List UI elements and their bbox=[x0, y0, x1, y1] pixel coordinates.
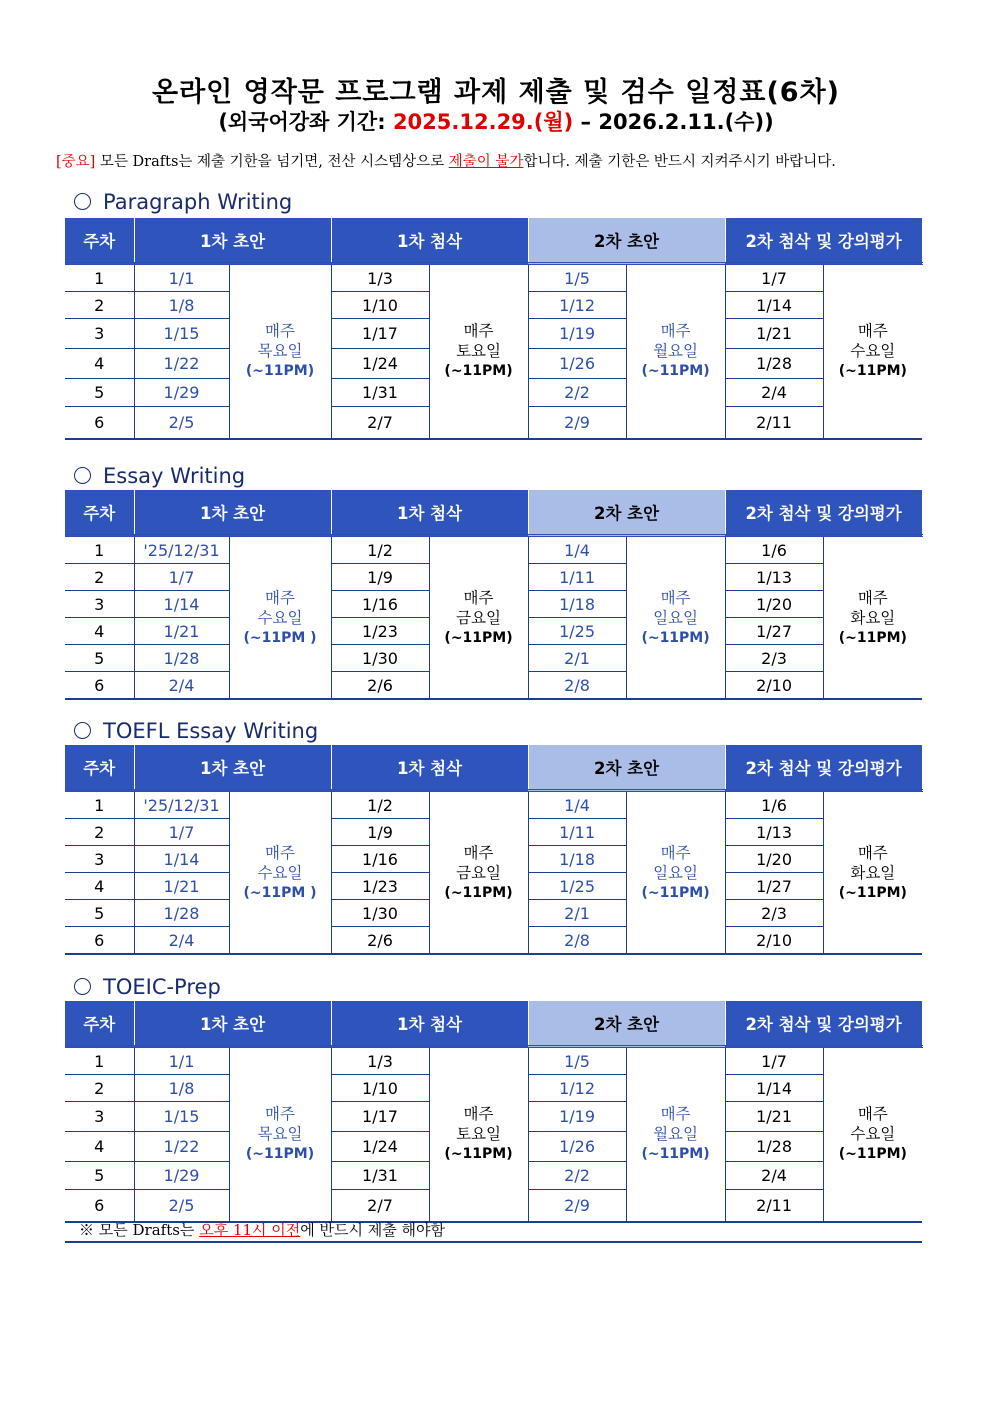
date-cell: 2/3 bbox=[725, 900, 823, 927]
week-cell: 2 bbox=[65, 1075, 134, 1102]
column-header: 1차 초안 bbox=[134, 745, 331, 791]
date-cell: 1/7 bbox=[134, 819, 229, 846]
deadline-text: 매주 bbox=[660, 588, 691, 607]
deadline-text: 매주 bbox=[265, 588, 295, 607]
column-header: 1차 첨삭 bbox=[331, 218, 528, 264]
date-cell: 1/27 bbox=[725, 618, 823, 645]
schedule-table bbox=[65, 218, 923, 440]
table-header-row bbox=[65, 218, 922, 264]
date-cell: 2/7 bbox=[331, 407, 429, 439]
date-cell: 1/28 bbox=[134, 900, 229, 927]
date-cell: 2/4 bbox=[725, 1162, 823, 1190]
week-cell: 3 bbox=[65, 1102, 134, 1132]
deadline-text: 일요일 bbox=[653, 608, 698, 627]
section-title-text: TOEIC-Prep bbox=[103, 975, 221, 999]
date-cell: 2/6 bbox=[331, 672, 429, 700]
date-cell: 1/16 bbox=[331, 846, 429, 873]
column-header: 1차 초안 bbox=[134, 1001, 331, 1047]
date-cell: 1/16 bbox=[331, 591, 429, 618]
date-cell: 1/18 bbox=[528, 591, 626, 618]
weekly-deadline-cell bbox=[823, 536, 922, 700]
date-cell: 2/1 bbox=[528, 900, 626, 927]
week-cell: 3 bbox=[65, 846, 134, 873]
footnote-prefix: ※ 모든 Drafts는 bbox=[79, 1221, 200, 1239]
date-cell: 1/2 bbox=[331, 536, 429, 564]
deadline-text: (~11PM) bbox=[444, 884, 513, 901]
notice-tag: [중요] bbox=[56, 154, 96, 170]
date-cell: 1/11 bbox=[528, 819, 626, 846]
deadline-text: (~11PM) bbox=[641, 884, 710, 901]
deadline-text: 목요일 bbox=[257, 1125, 303, 1144]
date-cell: 2/11 bbox=[725, 407, 823, 439]
date-cell: 1/24 bbox=[331, 349, 429, 379]
deadline-text: 토요일 bbox=[456, 1125, 501, 1144]
section-title bbox=[74, 190, 292, 214]
section-title bbox=[74, 975, 221, 999]
date-cell: 1/23 bbox=[331, 618, 429, 645]
column-header: 2차 초안 bbox=[528, 1001, 725, 1047]
date-cell: 1/22 bbox=[134, 1132, 229, 1162]
date-cell: 2/3 bbox=[725, 645, 823, 672]
date-cell: 1/1 bbox=[134, 264, 229, 292]
date-cell: 1/2 bbox=[331, 791, 429, 819]
page-subtitle bbox=[0, 106, 992, 136]
week-cell: 4 bbox=[65, 873, 134, 900]
date-cell: 2/7 bbox=[331, 1190, 429, 1222]
week-cell: 5 bbox=[65, 900, 134, 927]
weekly-deadline-cell bbox=[229, 536, 331, 700]
date-cell: 1/1 bbox=[134, 1047, 229, 1075]
date-cell: 1/5 bbox=[528, 264, 626, 292]
footnote-emphasis: 오후 11시 이전 bbox=[199, 1221, 301, 1239]
deadline-text: 수요일 bbox=[257, 608, 303, 627]
weekly-deadline-cell bbox=[429, 536, 528, 700]
deadline-text: 목요일 bbox=[257, 342, 303, 361]
deadline-text: 수요일 bbox=[257, 863, 303, 882]
date-cell: 1/19 bbox=[528, 319, 626, 349]
weekly-deadline-cell bbox=[229, 791, 331, 955]
circle-bullet-icon bbox=[74, 193, 91, 210]
table-row bbox=[65, 264, 922, 292]
weekly-deadline-cell bbox=[429, 791, 528, 955]
circle-bullet-icon bbox=[74, 722, 91, 739]
deadline-text: 매주 bbox=[463, 588, 494, 607]
deadline-text: 매주 bbox=[463, 843, 494, 862]
column-header: 주차 bbox=[65, 745, 134, 791]
date-cell: 2/2 bbox=[528, 379, 626, 407]
notice-text-2: 합니다. 제출 기한은 반드시 지켜주시기 바랍니다. bbox=[523, 154, 836, 170]
week-cell: 1 bbox=[65, 264, 134, 292]
period-prefix: (외국어강좌 기간: bbox=[218, 110, 393, 134]
week-cell: 5 bbox=[65, 379, 134, 407]
column-header: 1차 초안 bbox=[134, 218, 331, 264]
deadline-text: 월요일 bbox=[653, 1125, 698, 1144]
deadline-text: (~11PM) bbox=[641, 1146, 710, 1163]
footnote-suffix: 에 반드시 제출 해야함 bbox=[300, 1221, 445, 1239]
deadline-text: 토요일 bbox=[456, 342, 501, 361]
date-cell: 1/27 bbox=[725, 873, 823, 900]
date-cell: 1/10 bbox=[331, 1075, 429, 1102]
date-cell: '25/12/31 bbox=[134, 536, 229, 564]
deadline-text: 매주 bbox=[857, 322, 888, 341]
date-cell: 1/7 bbox=[725, 264, 823, 292]
column-header: 1차 첨삭 bbox=[331, 1001, 528, 1047]
week-cell: 2 bbox=[65, 819, 134, 846]
weekly-deadline-cell bbox=[626, 536, 725, 700]
date-cell: 1/30 bbox=[331, 645, 429, 672]
date-cell: 1/14 bbox=[725, 292, 823, 319]
date-cell: 1/4 bbox=[528, 791, 626, 819]
date-cell: 1/25 bbox=[528, 873, 626, 900]
week-cell: 3 bbox=[65, 591, 134, 618]
week-cell: 6 bbox=[65, 672, 134, 700]
deadline-text: 일요일 bbox=[653, 863, 698, 882]
week-cell: 4 bbox=[65, 1132, 134, 1162]
date-cell: 1/13 bbox=[725, 564, 823, 591]
table-header-row bbox=[65, 745, 922, 791]
table-row bbox=[65, 1047, 922, 1075]
date-cell: 1/9 bbox=[331, 564, 429, 591]
schedule-table bbox=[65, 1001, 923, 1223]
section-title bbox=[74, 719, 318, 743]
notice-emphasis: 제출이 불가 bbox=[448, 154, 524, 170]
week-cell: 5 bbox=[65, 1162, 134, 1190]
column-header: 2차 초안 bbox=[528, 490, 725, 536]
deadline-text: (~11PM ) bbox=[243, 884, 317, 901]
weekly-deadline-cell bbox=[626, 1047, 725, 1222]
date-cell: 2/4 bbox=[134, 672, 229, 700]
page-title: 온라인 영작문 프로그램 과제 제출 및 검수 일정표(6차) bbox=[152, 77, 840, 108]
column-header: 1차 첨삭 bbox=[331, 745, 528, 791]
date-cell: 1/20 bbox=[725, 846, 823, 873]
date-cell: 1/29 bbox=[134, 379, 229, 407]
deadline-text: 금요일 bbox=[456, 608, 501, 627]
column-header: 2차 첨삭 및 강의평가 bbox=[725, 745, 922, 791]
deadline-text: 수요일 bbox=[850, 1125, 896, 1144]
date-cell: 2/4 bbox=[134, 927, 229, 955]
deadline-text: (~11PM) bbox=[838, 1146, 907, 1163]
weekly-deadline-cell bbox=[626, 791, 725, 955]
date-cell: 2/10 bbox=[725, 927, 823, 955]
weekly-deadline-cell bbox=[823, 1047, 922, 1222]
deadline-text: 매주 bbox=[265, 322, 295, 341]
date-cell: 2/6 bbox=[331, 927, 429, 955]
date-cell: 1/30 bbox=[331, 900, 429, 927]
deadline-text: 매주 bbox=[265, 843, 295, 862]
deadline-text: 매주 bbox=[265, 1105, 295, 1124]
date-cell: 1/31 bbox=[331, 379, 429, 407]
column-header: 2차 첨삭 및 강의평가 bbox=[725, 1001, 922, 1047]
column-header: 2차 첨삭 및 강의평가 bbox=[725, 490, 922, 536]
deadline-text: (~11PM) bbox=[641, 363, 710, 380]
circle-bullet-icon bbox=[74, 467, 91, 484]
deadline-text: 화요일 bbox=[850, 863, 896, 882]
footnote bbox=[65, 1219, 922, 1243]
date-cell: 1/12 bbox=[528, 1075, 626, 1102]
date-cell: 1/10 bbox=[331, 292, 429, 319]
date-cell: 2/11 bbox=[725, 1190, 823, 1222]
circle-bullet-icon bbox=[74, 978, 91, 995]
date-cell: 2/4 bbox=[725, 379, 823, 407]
table-header-row bbox=[65, 1001, 922, 1047]
deadline-text: 금요일 bbox=[456, 863, 501, 882]
date-cell: 1/9 bbox=[331, 819, 429, 846]
date-cell: 1/17 bbox=[331, 1102, 429, 1132]
period-start: 2025.12.29.(월) bbox=[392, 110, 574, 134]
date-cell: 1/6 bbox=[725, 536, 823, 564]
column-header: 주차 bbox=[65, 218, 134, 264]
date-cell: 1/3 bbox=[331, 264, 429, 292]
section-title bbox=[74, 464, 245, 488]
week-cell: 1 bbox=[65, 1047, 134, 1075]
column-header: 1차 초안 bbox=[134, 490, 331, 536]
column-header: 2차 첨삭 및 강의평가 bbox=[725, 218, 922, 264]
column-header: 2차 초안 bbox=[528, 745, 725, 791]
week-cell: 6 bbox=[65, 1190, 134, 1222]
date-cell: 1/26 bbox=[528, 349, 626, 379]
week-cell: 4 bbox=[65, 349, 134, 379]
deadline-text: 매주 bbox=[857, 1105, 888, 1124]
weekly-deadline-cell bbox=[823, 791, 922, 955]
date-cell: 1/11 bbox=[528, 564, 626, 591]
date-cell: 1/6 bbox=[725, 791, 823, 819]
schedule-table bbox=[65, 745, 923, 955]
deadline-text: 매주 bbox=[857, 843, 888, 862]
deadline-text: 월요일 bbox=[653, 342, 698, 361]
date-cell: 1/15 bbox=[134, 1102, 229, 1132]
week-cell: 2 bbox=[65, 292, 134, 319]
date-cell: 1/14 bbox=[134, 591, 229, 618]
important-notice bbox=[56, 150, 956, 171]
date-cell: 1/14 bbox=[725, 1075, 823, 1102]
date-cell: 1/23 bbox=[331, 873, 429, 900]
date-cell: 1/22 bbox=[134, 349, 229, 379]
week-cell: 5 bbox=[65, 645, 134, 672]
column-header: 주차 bbox=[65, 1001, 134, 1047]
date-cell: 1/25 bbox=[528, 618, 626, 645]
date-cell: 1/21 bbox=[134, 873, 229, 900]
date-cell: 1/8 bbox=[134, 1075, 229, 1102]
table-header-row bbox=[65, 490, 922, 536]
table-row bbox=[65, 791, 922, 819]
column-header: 2차 초안 bbox=[528, 218, 725, 264]
deadline-text: 매주 bbox=[660, 843, 691, 862]
weekly-deadline-cell bbox=[626, 264, 725, 439]
date-cell: 1/3 bbox=[331, 1047, 429, 1075]
deadline-text: 매주 bbox=[463, 1105, 494, 1124]
week-cell: 1 bbox=[65, 791, 134, 819]
date-cell: 1/15 bbox=[134, 319, 229, 349]
date-cell: 1/13 bbox=[725, 819, 823, 846]
date-cell: 1/29 bbox=[134, 1162, 229, 1190]
date-cell: 1/28 bbox=[134, 645, 229, 672]
notice-text-1: 모든 Drafts는 제출 기한을 넘기면, 전산 시스템상으로 bbox=[95, 154, 449, 170]
deadline-text: 매주 bbox=[857, 588, 888, 607]
deadline-text: 매주 bbox=[660, 322, 691, 341]
date-cell: 1/12 bbox=[528, 292, 626, 319]
column-header: 1차 첨삭 bbox=[331, 490, 528, 536]
column-header: 주차 bbox=[65, 490, 134, 536]
date-cell: 1/7 bbox=[134, 564, 229, 591]
date-cell: 1/4 bbox=[528, 536, 626, 564]
deadline-text: (~11PM) bbox=[838, 884, 907, 901]
date-cell: 1/5 bbox=[528, 1047, 626, 1075]
date-cell: 1/18 bbox=[528, 846, 626, 873]
date-cell: 2/8 bbox=[528, 927, 626, 955]
date-cell: 1/19 bbox=[528, 1102, 626, 1132]
week-cell: 6 bbox=[65, 407, 134, 439]
date-cell: 1/14 bbox=[134, 846, 229, 873]
date-cell: 1/21 bbox=[725, 319, 823, 349]
deadline-text: (~11PM) bbox=[641, 629, 710, 646]
date-cell: 1/31 bbox=[331, 1162, 429, 1190]
deadline-text: (~11PM) bbox=[444, 1146, 513, 1163]
table-row bbox=[65, 536, 922, 564]
date-cell: 1/7 bbox=[725, 1047, 823, 1075]
deadline-text: (~11PM) bbox=[245, 363, 315, 380]
date-cell: 1/20 bbox=[725, 591, 823, 618]
section-title-text: TOEFL Essay Writing bbox=[103, 719, 319, 743]
section-title-text: Paragraph Writing bbox=[103, 190, 293, 214]
week-cell: 1 bbox=[65, 536, 134, 564]
weekly-deadline-cell bbox=[229, 1047, 331, 1222]
deadline-text: 수요일 bbox=[850, 342, 896, 361]
date-cell: '25/12/31 bbox=[134, 791, 229, 819]
weekly-deadline-cell bbox=[429, 1047, 528, 1222]
deadline-text: (~11PM) bbox=[838, 363, 907, 380]
date-cell: 1/21 bbox=[134, 618, 229, 645]
deadline-text: (~11PM ) bbox=[243, 629, 317, 646]
date-cell: 1/17 bbox=[331, 319, 429, 349]
deadline-text: (~11PM) bbox=[444, 629, 513, 646]
date-cell: 2/2 bbox=[528, 1162, 626, 1190]
date-cell: 1/28 bbox=[725, 349, 823, 379]
deadline-text: (~11PM) bbox=[245, 1146, 315, 1163]
deadline-text: 매주 bbox=[463, 322, 494, 341]
weekly-deadline-cell bbox=[823, 264, 922, 439]
date-cell: 2/10 bbox=[725, 672, 823, 700]
date-cell: 2/5 bbox=[134, 407, 229, 439]
deadline-text: (~11PM) bbox=[838, 629, 907, 646]
week-cell: 3 bbox=[65, 319, 134, 349]
date-cell: 2/8 bbox=[528, 672, 626, 700]
date-cell: 2/1 bbox=[528, 645, 626, 672]
date-cell: 1/28 bbox=[725, 1132, 823, 1162]
section-title-text: Essay Writing bbox=[103, 464, 246, 488]
schedule-table bbox=[65, 490, 923, 700]
deadline-text: 화요일 bbox=[850, 608, 896, 627]
week-cell: 4 bbox=[65, 618, 134, 645]
week-cell: 6 bbox=[65, 927, 134, 955]
week-cell: 2 bbox=[65, 564, 134, 591]
date-cell: 1/24 bbox=[331, 1132, 429, 1162]
deadline-text: 매주 bbox=[660, 1105, 691, 1124]
period-end: – 2026.2.11.(수)) bbox=[573, 110, 774, 134]
date-cell: 2/9 bbox=[528, 1190, 626, 1222]
deadline-text: (~11PM) bbox=[444, 363, 513, 380]
date-cell: 1/8 bbox=[134, 292, 229, 319]
weekly-deadline-cell bbox=[429, 264, 528, 439]
date-cell: 1/21 bbox=[725, 1102, 823, 1132]
date-cell: 1/26 bbox=[528, 1132, 626, 1162]
weekly-deadline-cell bbox=[229, 264, 331, 439]
date-cell: 2/9 bbox=[528, 407, 626, 439]
date-cell: 2/5 bbox=[134, 1190, 229, 1222]
